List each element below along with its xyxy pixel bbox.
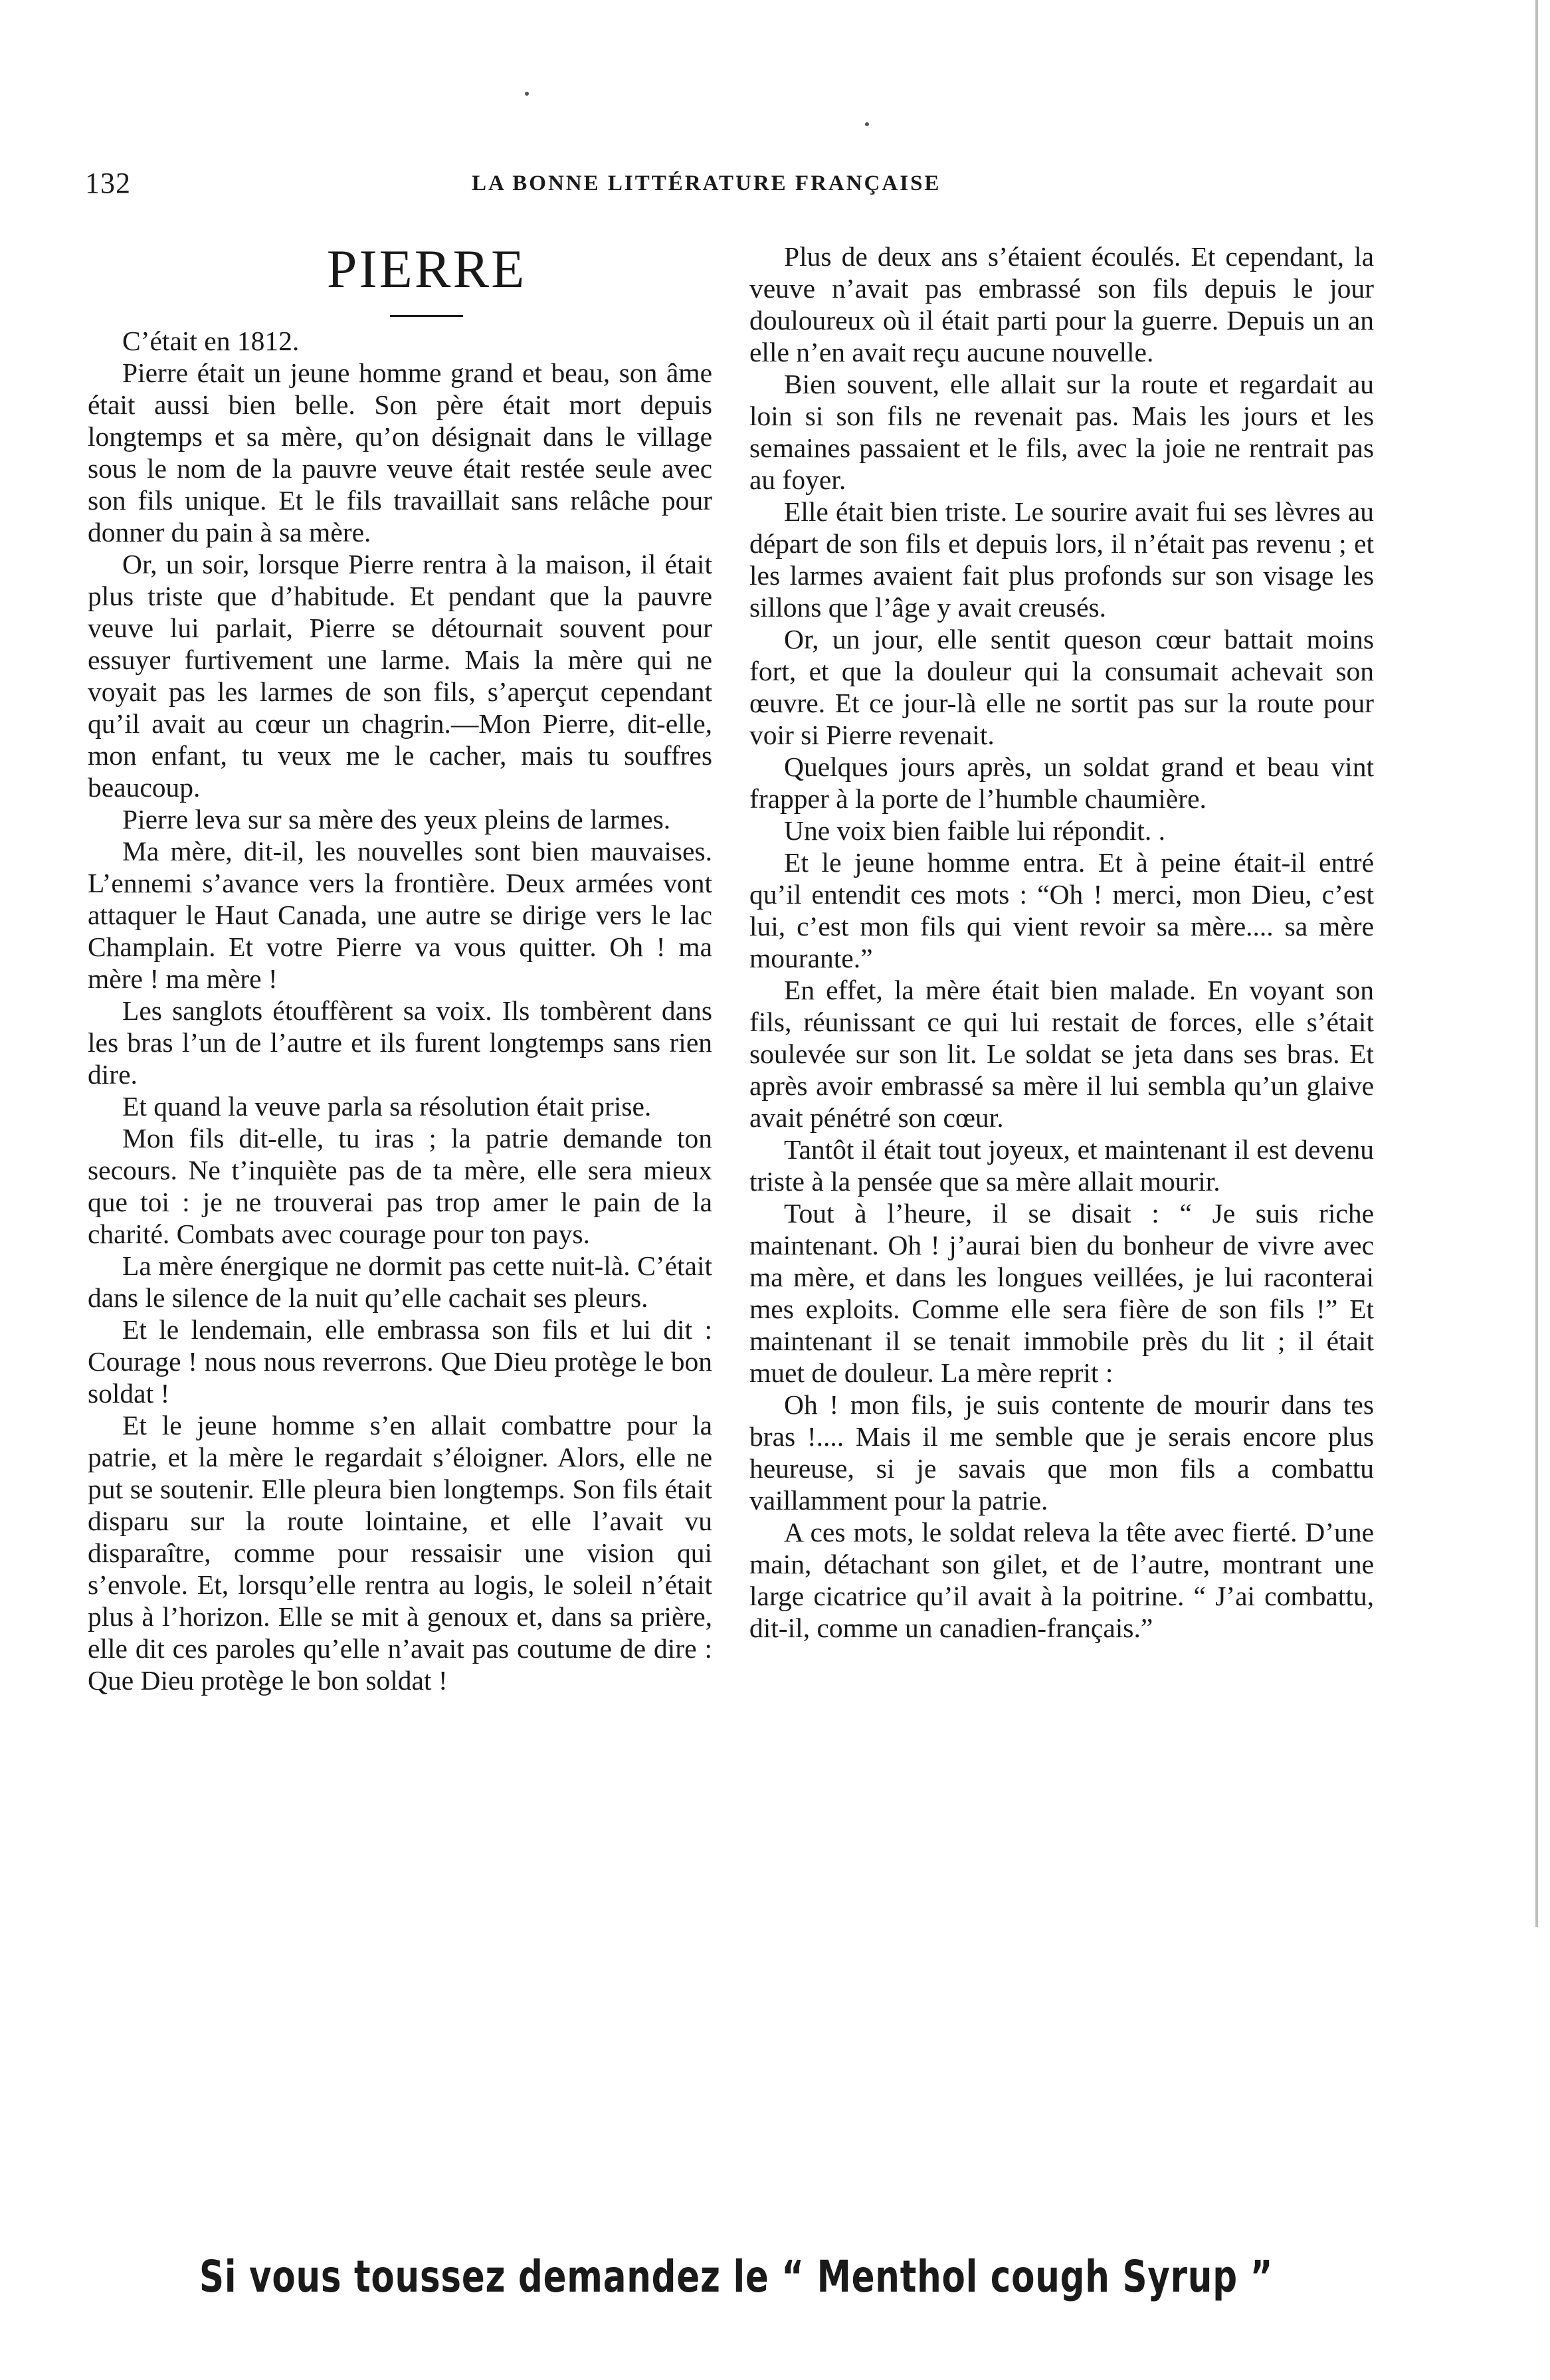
paragraph: Or, un soir, lorsque Pierre rentra à la maison, il était plus triste que d’habitude. Et pendant que la pauvre veuve lui parlait, Pierre se détournait souvent pour essuyer furtivement une larme. Mais la mère qui ne voyait pas les larmes de son fils, s’aperçut cependant qu’il avait au cœur un chagrin.—Mon Pierre, dit-elle, mon enfant, tu veux me le cacher, mais tu souffres beaucoup. bbox=[88, 549, 712, 803]
paragraph: Mon fils dit-elle, tu iras ; la patrie demande ton secours. Ne t’inquiète pas de ta mère, elle sera mieux que toi : je ne trouverai pas trop amer le pain de la charité. Combats avec courage pour ton pays. bbox=[88, 1123, 712, 1249]
paragraph: C’était en 1812. bbox=[122, 326, 300, 356]
paragraph: Ma mère, dit-il, les nouvelles sont bien mauvaises. L’ennemi s’avance vers la frontière. Deux armées vont attaquer le Haut Canada, une autre se dirige vers le lac Champlain. Et votre Pierre va vous quitter. Oh ! ma mère ! ma mère ! bbox=[88, 836, 712, 994]
paragraph: Et le lendemain, elle embrassa son fils et lui dit : Courage ! nous nous reverrons. Que Dieu protège le bon soldat ! bbox=[88, 1314, 712, 1409]
paragraph: Elle était bien triste. Le sourire avait fui ses lèvres au départ de son fils et depuis lors, il n’était pas revenu ; et les larmes avaient fait plus profonds sur son visage les sillons que l’âge y avait creusés. bbox=[749, 496, 1374, 623]
paragraph: Les sanglots étouffèrent sa voix. Ils tombèrent dans les bras l’un de l’autre et ils furent longtemps sans rien dire. bbox=[88, 995, 712, 1090]
paragraph: Et le jeune homme entra. Et à peine était-il entré qu’il entendit ces mots : “Oh ! merci, mon Dieu, c’est lui, c’est mon fils qui vient revoir sa mère.... sa mère mourante.” bbox=[749, 847, 1374, 973]
paragraph: Oh ! mon fils, je suis contente de mourir dans tes bras !.... Mais il me semble que je serais encore plus heureuse, si je savais que mon fils a combattu vaillamment pour la patrie. bbox=[749, 1389, 1374, 1516]
paragraph: Une voix bien faible lui répondit. . bbox=[784, 815, 1165, 846]
running-head: LA BONNE LITTÉRATURE FRANÇAISE bbox=[472, 171, 941, 195]
paragraph: Tantôt il était tout joyeux, et maintenant il est devenu triste à la pensée que sa mère allait mourir. bbox=[749, 1134, 1374, 1197]
paragraph: La mère énergique ne dormit pas cette nuit-là. C’était dans le silence de la nuit qu’elle cachait ses pleurs. bbox=[88, 1250, 712, 1313]
paragraph: Et quand la veuve parla sa résolution était prise. bbox=[122, 1091, 652, 1122]
paragraph: Plus de deux ans s’étaient écoulés. Et cependant, la veuve n’avait pas embrassé son fils depuis le jour douloureux où il était parti pour la guerre. Depuis un an elle n’en avait reçu aucune nouvelle. bbox=[749, 241, 1374, 367]
right-column bbox=[749, 241, 1374, 1644]
paragraph: Or, un jour, elle sentit queson cœur battait moins fort, et que la douleur qui la consumait achevait son œuvre. Et ce jour-là elle ne sortit pas sur la route pour voir si Pierre revenait. bbox=[749, 624, 1374, 750]
paragraph: En effet, la mère était bien malade. En voyant son fils, réunissant ce qui lui restait de forces, elle s’était soulevée sur son lit. Le soldat se jeta dans ses bras. Et après avoir embrassé sa mère il lui sembla qu’un glaive avait pénétré son cœur. bbox=[749, 975, 1374, 1133]
print-speck bbox=[865, 122, 869, 126]
page-number: 132 bbox=[85, 167, 131, 199]
paragraph: Pierre était un jeune homme grand et beau, son âme était aussi bien belle. Son père était mort depuis longtemps et sa mère, qu’on désignait dans le village sous le nom de la pauvre veuve était restée seule avec son fils unique. Et le fils travaillait sans relâche pour donner du pain à sa mère. bbox=[88, 357, 712, 547]
left-column bbox=[88, 239, 712, 1696]
paragraph: A ces mots, le soldat releva la tête avec fierté. D’une main, détachant son gilet, et de l’autre, montrant une large cicatrice qu’il avait à la poitrine. “ J’ai combattu, dit-il, comme un canadien-français.” bbox=[749, 1517, 1374, 1643]
paragraph: Bien souvent, elle allait sur la route et regardait au loin si son fils ne revenait pas. Mais les jours et les semaines passaient et le fils, avec la joie ne rentrait pas au foyer. bbox=[749, 369, 1374, 495]
paragraph: Tout à l’heure, il se disait : “ Je suis riche maintenant. Oh ! j’aurai bien du bonheur de vivre avec ma mère, et dans les longues veillées, je lui raconterai mes exploits. Comme elle sera fière de son fils !” Et maintenant il se tenait immobile près du lit ; il était muet de douleur. La mère reprit : bbox=[749, 1198, 1374, 1388]
page-edge-shadow bbox=[1535, 0, 1538, 1927]
footer-advertisement: Si vous toussez demandez le “ Menthol cough Syrup ” bbox=[199, 2251, 1274, 2302]
title-rule bbox=[390, 315, 463, 317]
paragraph: Quelques jours après, un soldat grand et beau vint frapper à la porte de l’humble chaumière. bbox=[749, 751, 1374, 814]
article-title: PIERRE bbox=[326, 239, 527, 299]
print-speck bbox=[525, 92, 529, 96]
paragraph: Pierre leva sur sa mère des yeux pleins de larmes. bbox=[122, 804, 671, 835]
paragraph: Et le jeune homme s’en allait combattre pour la patrie, et la mère le regardait s’éloigner. Alors, elle ne put se soutenir. Elle pleura bien longtemps. Son fils était disparu sur la route lointaine, et elle l’avait vu disparaître, comme pour ressaisir une vision qui s’envole. Et, lorsqu’elle rentra au logis, le soleil n’était plus à l’horizon. Elle se mit à genoux et, dans sa prière, elle dit ces paroles qu’elle n’avait pas coutume de dire : Que Dieu protège le bon soldat ! bbox=[88, 1410, 712, 1696]
